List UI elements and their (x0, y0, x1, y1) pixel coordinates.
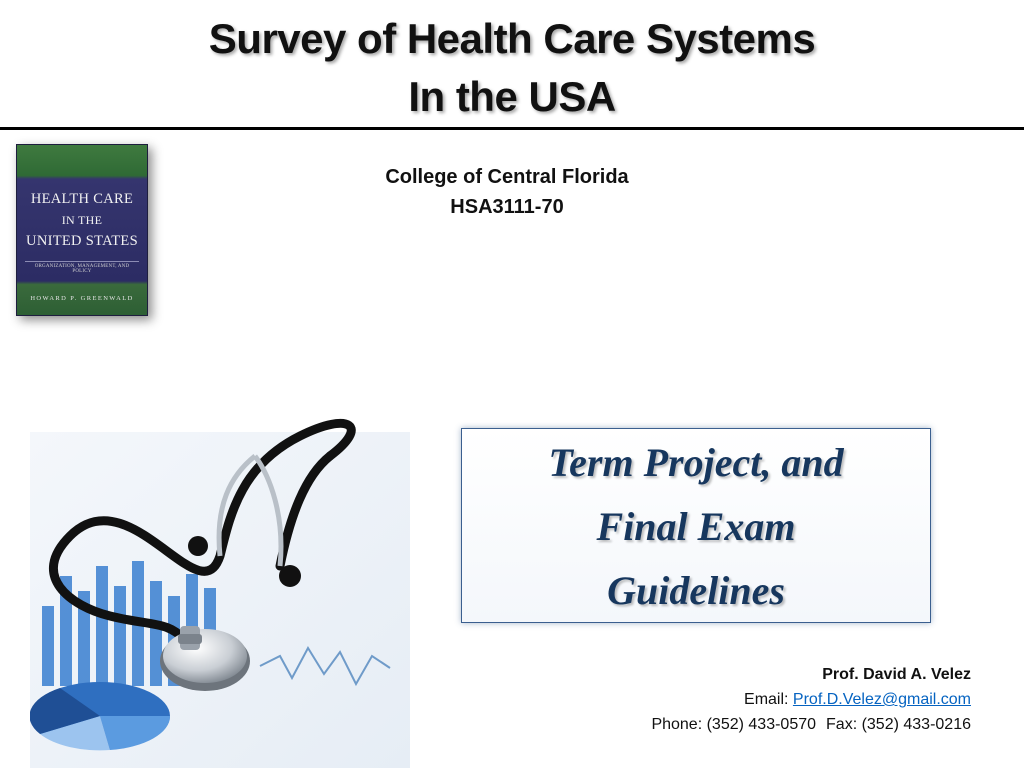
callout-line-2: Final Exam (596, 504, 796, 549)
instructor-name: Prof. David A. Velez (822, 666, 971, 683)
book-author: HOWARD P. GREENWALD (30, 295, 134, 302)
stethoscope-illustration (30, 416, 410, 768)
phone-row (371, 712, 971, 737)
fax-number: Fax: (352) 433-0216 (826, 716, 971, 733)
title-line-2: In the USA (408, 73, 616, 120)
callout-line-3: Guidelines (607, 568, 785, 613)
book-title (17, 189, 147, 252)
callout-line-1: Term Project, and (548, 440, 844, 485)
email-link[interactable]: Prof.D.Velez@gmail.com (792, 691, 971, 708)
book-cover-image (16, 144, 148, 316)
title-line-1: Survey of Health Care Systems (208, 15, 816, 62)
email-row (371, 687, 971, 712)
paper-pie-chart (30, 682, 170, 750)
contact-info (371, 662, 971, 737)
email-label: Email: (744, 691, 793, 708)
college-name: College of Central Florida (385, 166, 629, 188)
course-code: HSA3111-70 (450, 196, 564, 218)
phone-number: Phone: (352) 433-0570 (651, 716, 817, 733)
book-subtitle: ORGANIZATION, MANAGEMENT, AND POLICY (25, 261, 139, 274)
book-title-line-3: UNITED STATES (26, 233, 138, 249)
title-divider (0, 127, 1024, 130)
title-callout-box (461, 428, 931, 623)
course-info (300, 162, 714, 222)
book-title-line-1: HEALTH CARE (30, 191, 134, 207)
book-title-line-2: IN THE (61, 213, 103, 227)
stethoscope-image (30, 416, 410, 768)
slide-title (0, 10, 1024, 126)
